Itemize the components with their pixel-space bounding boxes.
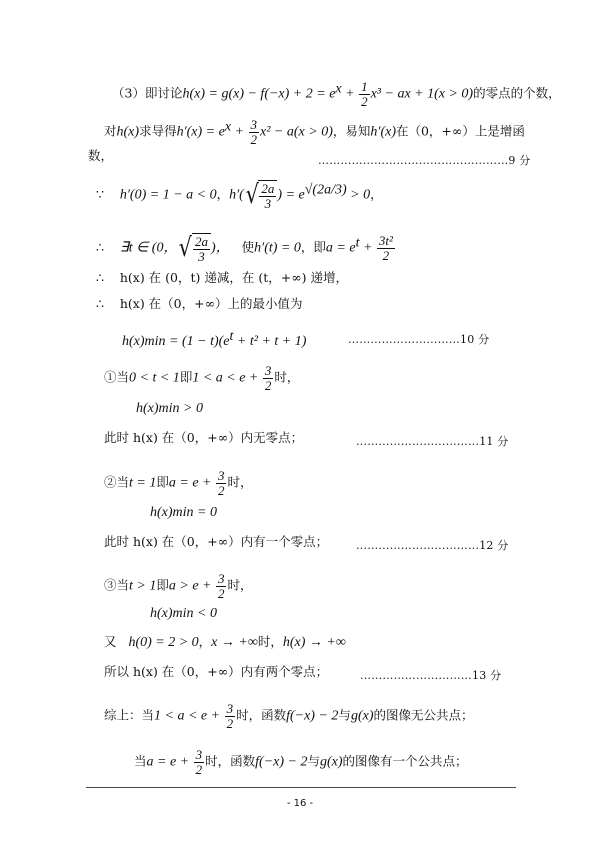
score-13: …………………………13 分 <box>360 669 502 682</box>
text: ，易知 <box>332 123 371 139</box>
score-12: ……………………………12 分 <box>356 539 509 552</box>
a-equals: a = e + <box>146 754 193 770</box>
case-1-label: ①当 <box>104 369 130 385</box>
h-prime-t: h′(t) = 0 <box>254 240 301 256</box>
fraction-3-2 <box>216 572 227 600</box>
a-range: 1 < a < e + <box>154 708 224 724</box>
numerator: 3 <box>195 747 203 762</box>
equals-e: ) = e <box>277 187 305 203</box>
exp-x: x <box>224 119 232 135</box>
line-7 <box>96 298 303 311</box>
text: 对 <box>104 123 117 139</box>
page-number: - 16 - <box>286 798 314 809</box>
text: 与 <box>307 753 320 769</box>
h-definition: h(x) = g(x) − f(−x) + 2 = e <box>182 86 336 102</box>
h-prime-call: h′( <box>229 187 244 203</box>
line-11 <box>104 432 303 445</box>
denominator: 2 <box>217 482 225 498</box>
text: 求导得 <box>139 123 177 139</box>
plus: + <box>231 124 248 140</box>
a-equals: a = e <box>325 240 356 256</box>
text: ，即 <box>300 239 326 255</box>
denominator: 2 <box>217 585 225 601</box>
text: 时， <box>227 474 253 490</box>
fraction-3t2-2 <box>377 234 395 262</box>
fraction-2a-3 <box>193 235 210 263</box>
fraction-3-2 <box>249 118 260 146</box>
a-equals: a = e + <box>168 475 215 491</box>
derivative-rest: x² − a(x > 0) <box>260 124 333 140</box>
denominator: 3 <box>264 195 272 211</box>
g-of-x: g(x) <box>319 754 343 770</box>
exp-t: t <box>355 235 360 251</box>
line-20 <box>134 748 468 776</box>
line-8 <box>122 330 306 349</box>
h-min-zero: h(x)min = 0 <box>150 505 217 520</box>
radical-sign: √ <box>245 180 259 211</box>
line-suffix: 的零点的个数， <box>473 85 561 101</box>
fraction-3-2 <box>216 469 227 497</box>
t-equals-1: t = 1 <box>129 475 157 491</box>
radicand <box>258 180 277 210</box>
line-13 <box>150 506 217 520</box>
x-to-infinity: x → +∞ <box>211 635 258 650</box>
text: 时，函数 <box>236 707 287 723</box>
t-range: 0 < t < 1 <box>129 370 180 386</box>
numerator: 3 <box>217 468 225 483</box>
because-symbol: ∵ <box>96 186 104 202</box>
monotonic-text: h(x) 在 (0，t) 递减，在 (t，+∞) 递增， <box>119 270 348 285</box>
h-zero: h(0) = 2 > 0 <box>128 635 199 650</box>
g-of-x: g(x) <box>350 708 374 724</box>
line-6 <box>96 272 348 285</box>
fraction-3-2 <box>194 748 205 776</box>
score-9: ……………………………………………9 分 <box>318 154 531 167</box>
text: 与 <box>338 707 351 723</box>
case-3-label: ③当 <box>104 577 130 593</box>
derivative-formula: h′(x) = e <box>176 124 225 140</box>
exp-x: x <box>335 81 342 97</box>
footer-divider <box>86 787 516 788</box>
text: 即 <box>156 474 169 490</box>
h-min-positive: h(x)min > 0 <box>136 401 203 416</box>
exponent-sqrt: √(2a/3) <box>304 182 347 198</box>
plus: + <box>341 86 359 102</box>
h-min-formula: h(x)min = (1 − t)(e <box>122 334 230 350</box>
line-17 <box>104 636 346 650</box>
numerator: 3t² <box>378 233 393 248</box>
two-zeros-text: 所以 h(x) 在（0，+∞）内有两个零点； <box>104 664 329 679</box>
numerator: 3 <box>226 701 234 716</box>
text: 使 <box>241 239 255 255</box>
line-12 <box>104 469 253 497</box>
fraction-3-2 <box>263 364 274 392</box>
line-1 <box>112 80 561 108</box>
text: 的图像无公共点； <box>373 707 474 723</box>
minimum-text: h(x) 在（0，+∞）上的最小值为 <box>119 296 303 311</box>
denominator: 2 <box>226 715 234 731</box>
fraction-1-2 <box>359 80 370 108</box>
therefore-symbol: ∴ <box>96 296 104 311</box>
plus: + <box>359 240 376 256</box>
h-prime: h′(x) <box>370 124 396 140</box>
line-14 <box>104 536 328 549</box>
a-range: 1 < a < e + <box>192 370 262 386</box>
sqrt-2a-3 <box>177 233 211 263</box>
text: 数， <box>88 148 114 163</box>
line-3 <box>88 150 113 163</box>
numerator: 3 <box>217 571 225 586</box>
text: 即 <box>179 369 193 385</box>
h-min-rest: + t² + t + 1) <box>233 334 307 350</box>
text: ， <box>216 186 230 202</box>
denominator: 2 <box>195 761 203 777</box>
case-2-label: ②当 <box>104 474 130 490</box>
line-10 <box>136 402 203 416</box>
text: 的图像有一个公共点； <box>342 753 468 769</box>
therefore-symbol: ∴ <box>96 239 104 255</box>
numerator: 2a <box>261 181 275 196</box>
radical-sign: √ <box>179 233 193 264</box>
line-15 <box>104 572 253 600</box>
h-of-x: h(x) <box>116 124 140 140</box>
numerator: 3 <box>264 363 272 378</box>
radicand <box>192 233 211 263</box>
fraction-3-2 <box>225 702 236 730</box>
h-to-infinity: h(x) → +∞ <box>282 635 346 650</box>
denominator: 2 <box>361 93 368 109</box>
line-18 <box>104 666 328 679</box>
denominator: 2 <box>250 131 258 147</box>
h-definition-rest: x³ − ax + 1(x > 0) <box>370 86 474 102</box>
a-greater: a > e + <box>168 578 215 594</box>
line-19 <box>104 702 474 730</box>
text: 时， <box>227 577 253 593</box>
t-greater-1: t > 1 <box>129 578 157 594</box>
numerator: 3 <box>250 117 258 132</box>
line-16 <box>150 607 217 621</box>
numerator: 2a <box>195 234 209 249</box>
line-5 <box>96 233 396 263</box>
close-paren: )， <box>211 240 230 256</box>
therefore-symbol: ∴ <box>96 270 104 285</box>
h-prime-0: h′(0) = 1 − a < 0 <box>119 187 217 203</box>
text: 时， <box>274 369 300 385</box>
numerator: 1 <box>361 79 368 94</box>
f-minus-x: f(−x) − 2 <box>286 708 339 724</box>
h-min-negative: h(x)min < 0 <box>150 606 217 621</box>
part-label: （3）即讨论 <box>112 85 183 101</box>
sqrt-2a-3 <box>244 180 278 210</box>
denominator: 2 <box>264 377 272 393</box>
text: 又 <box>104 634 117 649</box>
text: 即 <box>156 577 169 593</box>
denominator: 2 <box>382 247 390 263</box>
line-2 <box>104 118 525 146</box>
text: 当 <box>134 753 147 769</box>
greater-zero: > 0 <box>346 187 371 203</box>
text: 在（0，+∞）上是增函 <box>395 123 525 139</box>
fraction-2a-3 <box>259 182 276 210</box>
score-10: …………………………10 分 <box>348 333 490 346</box>
text: ， <box>370 186 383 202</box>
score-11: ……………………………11 分 <box>356 435 509 448</box>
no-zero-text: 此时 h(x) 在（0，+∞）内无零点； <box>104 430 304 445</box>
exp-t: t <box>229 329 234 344</box>
f-minus-x: f(−x) − 2 <box>255 754 308 770</box>
text: ， <box>198 634 212 649</box>
conclusion-label: 综上：当 <box>104 707 155 723</box>
denominator: 3 <box>198 248 205 264</box>
one-zero-text: 此时 h(x) 在（0，+∞）内有一个零点； <box>104 534 329 549</box>
line-9 <box>104 364 299 392</box>
exists-t: ∃t ∈ (0， <box>119 240 178 256</box>
line-4 <box>96 180 383 210</box>
text: 时，函数 <box>205 753 256 769</box>
text: 时， <box>257 634 283 649</box>
